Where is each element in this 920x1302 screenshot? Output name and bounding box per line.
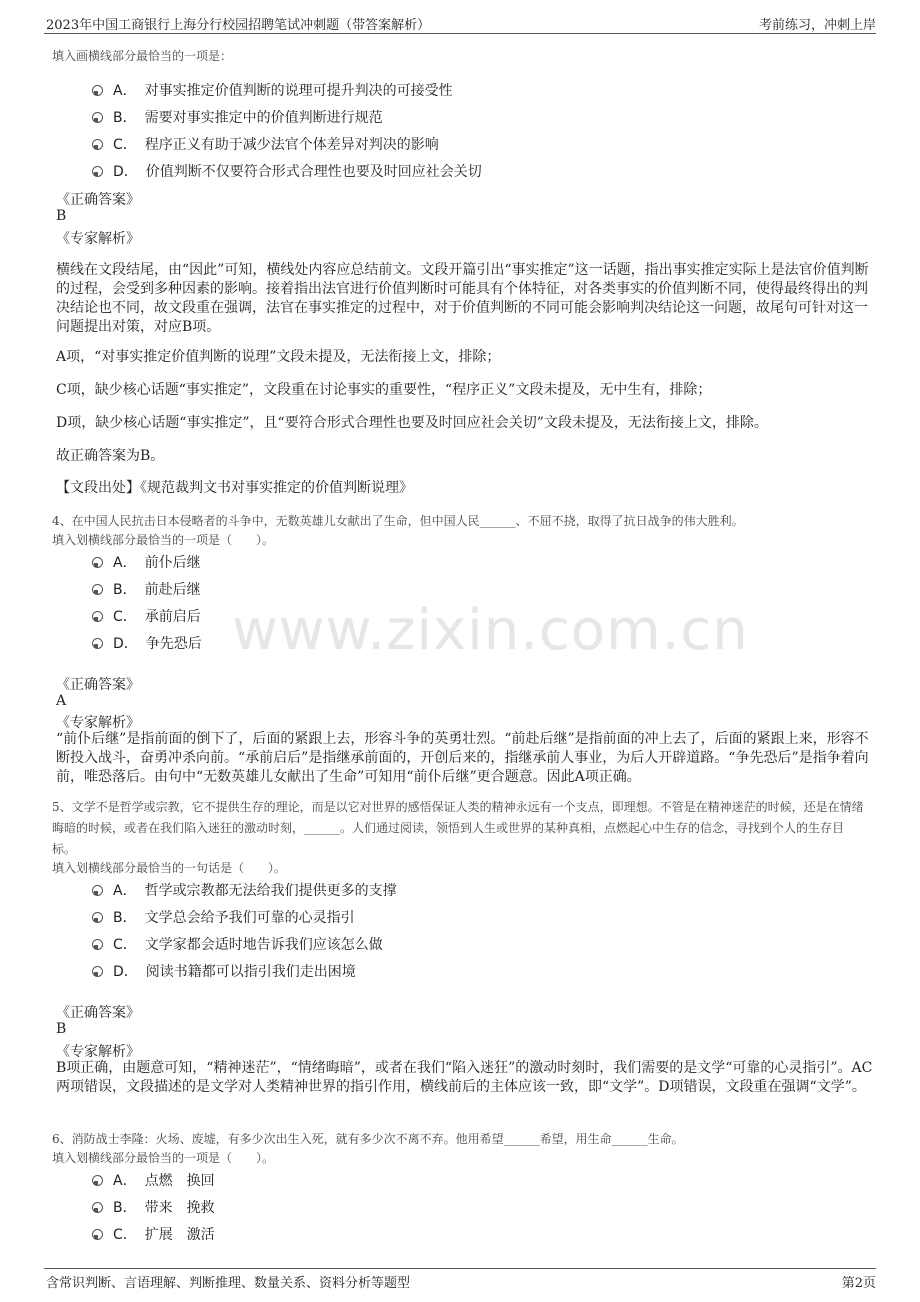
- radio-icon[interactable]: [92, 939, 103, 950]
- q4-analysis: “前仆后继”是指前面的倒下了，后面的紧跟上去，形容斗争的英勇壮烈。“前赴后继”是指前面的冲上去了，后面的紧跟上来，形容不断投入战斗，奋勇冲杀向前。“承前启后”是指继承前面的，开创后来的，指继承前人事业，为后人开辟道路。“争先恐后”是指争着向前，唯恐落后。由句中“无数英雄儿女献出了生命”可知用“前仆后继”更合题意。因此A项正确。: [56, 731, 869, 785]
- q5-option-b[interactable]: B． 文学总会给予我们可靠的心灵指引: [92, 907, 355, 927]
- q4-option-c[interactable]: C． 承前启后: [92, 606, 201, 626]
- q6-stem: 6、消防战士李隆：火场、废墟，有多少次出生入死，就有多少次不离不弃。他用希望______希望，用生命______生命。: [52, 1132, 684, 1146]
- radio-icon[interactable]: [92, 912, 103, 923]
- q5-stem: 5、文学不是哲学或宗教，它不提供生存的理论，而是以它对世界的感悟保证人类的精神永远有一个支点，即理想。不管是在精神迷茫的时候，还是在情绪晦暗的时候，或者在我们陷入迷狂的激动时刻，______。人们通过阅读，领悟到人生或世界的某种真相，点燃起心中生存的信念，寻找到个人的生存目标。: [52, 800, 864, 856]
- radio-icon[interactable]: [92, 584, 103, 595]
- q5-answer-label: 《正确答案》: [56, 1005, 140, 1021]
- radio-icon[interactable]: [92, 85, 103, 96]
- q5-option-a[interactable]: A． 哲学或宗教都无法给我们提供更多的支撑: [92, 880, 397, 900]
- header-divider: [44, 33, 876, 34]
- q6-option-b[interactable]: B． 带来 挽救: [92, 1197, 215, 1217]
- q4-option-b[interactable]: B． 前赴后继: [92, 579, 201, 599]
- footer-note: 含常识判断、言语理解、判断推理、数量关系、资料分析等题型: [46, 1276, 411, 1291]
- q3-source: 【文段出处】《规范裁判文书对事实推定的价值判断说理》: [56, 480, 413, 496]
- q3-option-a-note: A项，“对事实推定价值判断的说理”文段未提及，无法衔接上文，排除；: [56, 349, 501, 365]
- page-header: [0, 0, 920, 34]
- header-slogan: 考前练习，冲刺上岸: [758, 18, 876, 33]
- q3-option-d[interactable]: D． 价值判断不仅要符合形式合理性也要及时回应社会关切: [92, 161, 482, 181]
- footer-divider: [44, 1268, 876, 1269]
- radio-icon[interactable]: [92, 166, 103, 177]
- radio-icon[interactable]: [92, 1202, 103, 1213]
- radio-icon[interactable]: [92, 611, 103, 622]
- q4-option-d[interactable]: D． 争先恐后: [92, 633, 202, 653]
- radio-icon[interactable]: [92, 966, 103, 977]
- q5-analysis-label: 《专家解析》: [56, 1044, 140, 1060]
- q3-option-b[interactable]: B． 需要对事实推定中的价值判断进行规范: [92, 107, 383, 127]
- q3-conclusion: 故正确答案为B。: [56, 448, 165, 464]
- document-title: 2023年中国工商银行上海分行校园招聘笔试冲刺题（带答案解析）: [46, 18, 431, 33]
- q4-answer: A: [56, 693, 67, 709]
- q5-answer: B: [56, 1021, 67, 1037]
- q3-option-c-note: C项，缺少核心话题“事实推定”，文段重在讨论事实的重要性，“程序正义”文段未提及，无中生有，排除；: [56, 382, 712, 398]
- page-number: 第2页: [841, 1276, 876, 1291]
- radio-icon[interactable]: [92, 112, 103, 123]
- q5-option-c[interactable]: C． 文学家都会适时地告诉我们应该怎么做: [92, 934, 383, 954]
- watermark: www.zixin.com.cn: [232, 598, 749, 663]
- q3-analysis-label: 《专家解析》: [56, 231, 140, 247]
- radio-icon[interactable]: [92, 638, 103, 649]
- q6-prompt: 填入划横线部分最恰当的一项是（ ）。: [52, 1151, 275, 1165]
- q4-answer-label: 《正确答案》: [56, 677, 140, 693]
- q4-option-a[interactable]: A． 前仆后继: [92, 552, 201, 572]
- q3-analysis: 横线在文段结尾，由“因此”可知，横线处内容应总结前文。文段开篇引出“事实推定”这一话题，指出事实推定实际上是法官价值判断的过程，会受到多种因素的影响。接着指出法官进行价值判断时可能具有个体特征，对各类事实的价值判断不同，使得最终得出的判决结论也不同，故文段重在强调，法官在事实推定的过程中，对于价值判断的不同可能会影响判决结论这一问题，故尾句可针对这一问题提出对策，对应B项。: [56, 262, 869, 335]
- q3-prompt: 填入画横线部分最恰当的一项是：: [52, 49, 233, 63]
- q3-option-d-note: D项，缺少核心话题“事实推定”，且“要符合形式合理性也要及时回应社会关切”文段未提及，无法衔接上文，排除。: [56, 415, 768, 431]
- q6-option-c[interactable]: C． 扩展 激活: [92, 1224, 215, 1244]
- radio-icon[interactable]: [92, 1175, 103, 1186]
- q3-answer-label: 《正确答案》: [56, 192, 140, 208]
- q3-answer: B: [56, 208, 67, 224]
- q3-option-c[interactable]: C． 程序正义有助于减少法官个体差异对判决的影响: [92, 134, 439, 154]
- q4-analysis-label: 《专家解析》: [56, 715, 140, 731]
- q3-option-a[interactable]: A． 对事实推定价值判断的说理可提升判决的可接受性: [92, 80, 453, 100]
- radio-icon[interactable]: [92, 139, 103, 150]
- q4-stem: 4、在中国人民抗击日本侵略者的斗争中，无数英雄儿女献出了生命，但中国人民______、不屈不挠，取得了抗日战争的伟大胜利。: [52, 514, 744, 528]
- q5-prompt: 填入划横线部分最恰当的一句话是（ ）。: [52, 861, 287, 875]
- radio-icon[interactable]: [92, 1229, 103, 1240]
- q4-prompt: 填入划横线部分最恰当的一项是（ ）。: [52, 533, 275, 547]
- q5-option-d[interactable]: D． 阅读书籍都可以指引我们走出困境: [92, 961, 356, 981]
- q5-analysis: B项正确，由题意可知，“精神迷茫”，“情绪晦暗”，或者在我们“陷入迷狂”的激动时刻时，我们需要的是文学“可靠的心灵指引”。AC两项错误，文段描述的是文学对人类精神世界的指引作用，横线前后的主体应该一致，即“文学”。D项错误，文段重在强调“文学”。: [56, 1060, 873, 1095]
- radio-icon[interactable]: [92, 885, 103, 896]
- radio-icon[interactable]: [92, 557, 103, 568]
- q6-option-a[interactable]: A． 点燃 换回: [92, 1170, 215, 1190]
